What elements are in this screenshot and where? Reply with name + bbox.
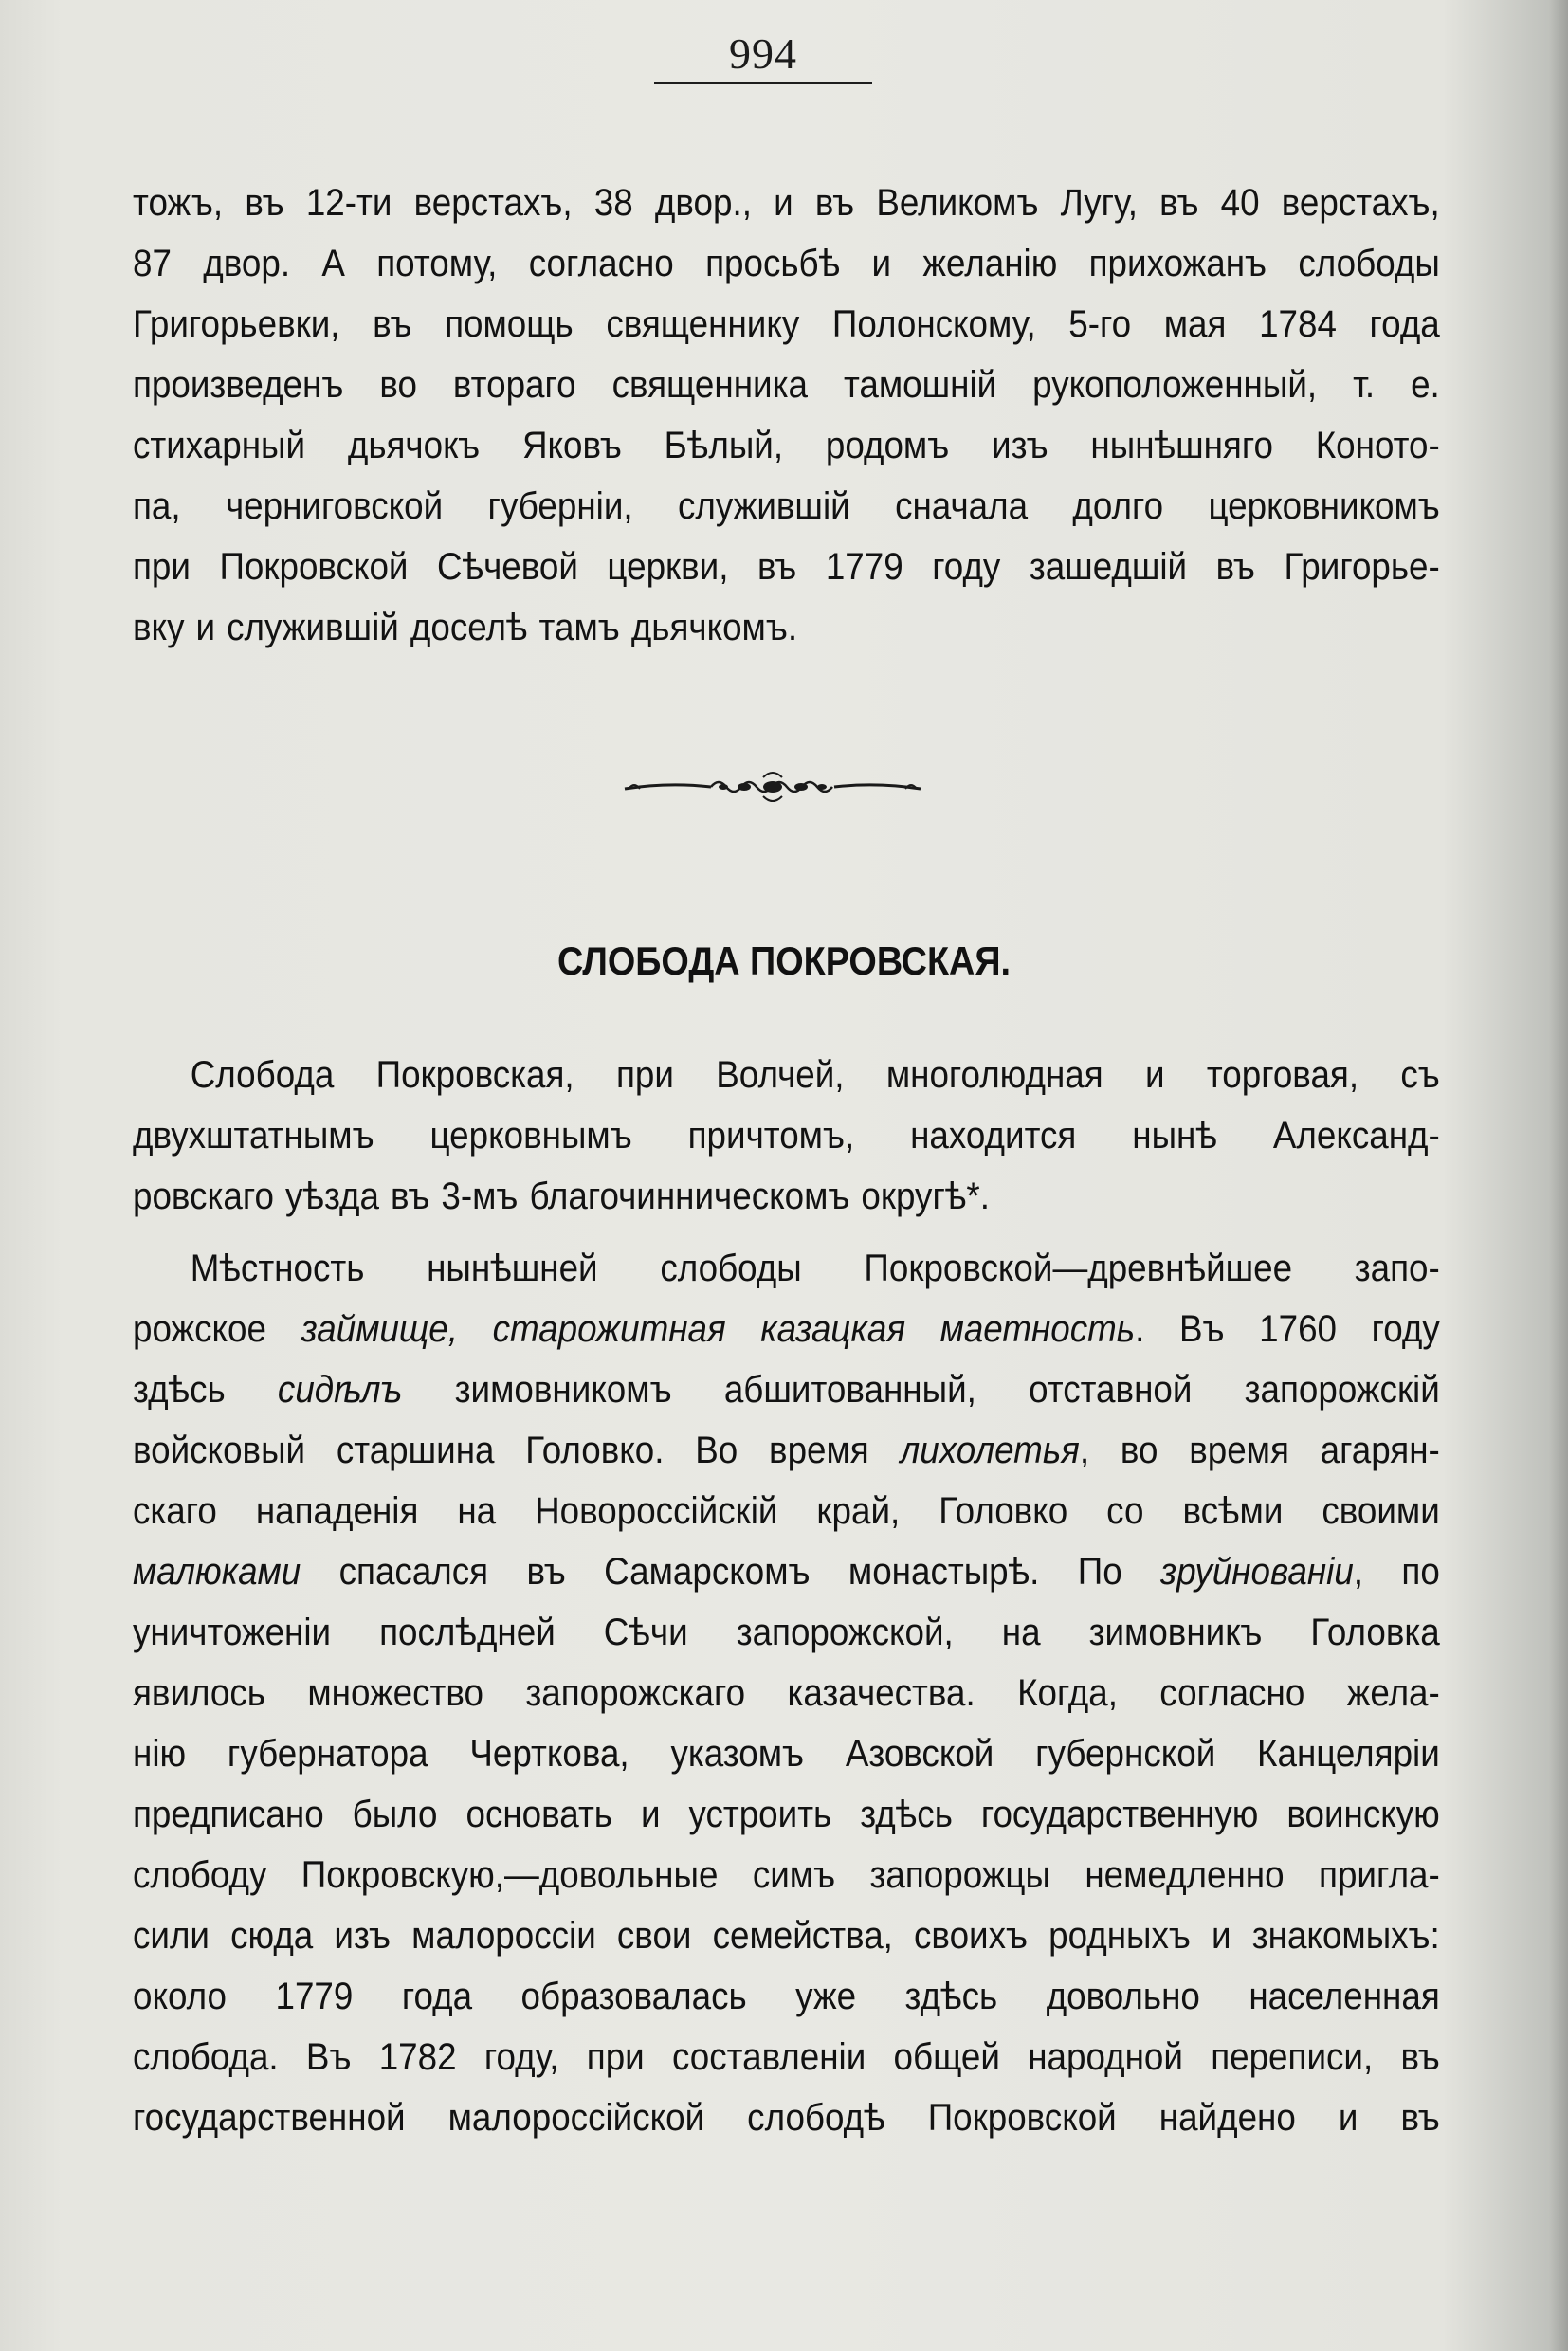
text-line: уничтоженіи послѣдней Сѣчи запорожской, на зимовникъ Головка [133, 1612, 1440, 1653]
text-line: около 1779 года образовалась уже здѣсь довольно населенная [133, 1976, 1440, 2017]
text-line: слобода. Въ 1782 году, при составленіи общей народной переписи, въ [133, 2036, 1440, 2078]
text-line: государственной малороссійской слободѣ Покровской найдено и въ [133, 2097, 1440, 2139]
text-line: Григорьевки, въ помощь священнику Полонскому, 5-го мая 1784 года [133, 303, 1440, 345]
text-line: тожъ, въ 12-ти верстахъ, 38 двор., и въ Великомъ Лугу, въ 40 верстахъ, [133, 182, 1440, 224]
text-run: здѣсь [133, 1369, 278, 1411]
italic-run: лихолетья [900, 1430, 1080, 1471]
text-run: . Въ 1760 году [1135, 1308, 1440, 1350]
text-line: ровскаго уѣзда въ 3-мъ благочинническомъ округѣ*. [133, 1176, 990, 1217]
text-line: сили сюда изъ малороссіи свои семейства, своихъ родныхъ и знакомыхъ: [133, 1915, 1440, 1957]
text-run: , по [1353, 1551, 1440, 1593]
text-line: 87 двор. А потому, согласно просьбѣ и желанію прихожанъ слободы [133, 243, 1440, 284]
text-line [133, 1541, 1440, 1602]
section-title: СЛОБОДА ПОКРОВСКАЯ. [556, 939, 1012, 983]
text-run: , во время агарян- [1079, 1430, 1440, 1471]
text-line: нію губернатора Черткова, указомъ Азовской губернской Канцеляріи [133, 1733, 1440, 1775]
text-line: вку и служившій доселѣ тамъ дьячкомъ. [133, 607, 798, 648]
text-line: па, черниговской губерніи, служившій сначала долго церковникомъ [133, 485, 1440, 527]
ornament-divider-icon [621, 766, 924, 804]
text-line: предписано было основать и устроить здѣсь государственную воинскую [133, 1794, 1440, 1835]
text-run: войсковый старшина Головко. Во время [133, 1430, 901, 1471]
page-edge-shadow [1549, 0, 1568, 2351]
text-line: произведенъ во втораго священника тамошній рукоположенный, т. е. [133, 364, 1440, 406]
page-number: 994 [729, 29, 797, 78]
text-line: при Покровской Сѣчевой церкви, въ 1779 году зашедшій въ Григорье- [133, 546, 1440, 588]
text-line: скаго нападенія на Новороссійскій край, Головко со всѣми своими [133, 1490, 1440, 1532]
text-run: спасался въ Самарскомъ монастырѣ. По [301, 1551, 1161, 1593]
text-line [133, 1420, 1440, 1481]
text-line: двухштатнымъ церковнымъ причтомъ, находится нынѣ Александ- [133, 1115, 1440, 1157]
text-line [133, 1359, 1440, 1420]
italic-run: займище, старожитная казацкая маетность [301, 1308, 1136, 1350]
paragraph-2 [133, 1238, 1441, 2148]
text-line: явилось множество запорожскаго казачества. Когда, согласно жела- [133, 1672, 1440, 1714]
text-line: слободу Покровскую,—довольные симъ запорожцы немедленно пригла- [133, 1854, 1440, 1896]
text-run: зимовникомъ абшитованный, отставной запорожскій [402, 1369, 1440, 1411]
italic-run: зруйнованіи [1160, 1551, 1354, 1593]
text-run: рожское [133, 1308, 301, 1350]
text-line: стихарный дьячокъ Яковъ Бѣлый, родомъ изъ нынѣшняго Коното- [133, 425, 1440, 466]
page-number-rule [654, 82, 872, 84]
top-paragraph [133, 173, 1441, 658]
italic-run: сидѣлъ [277, 1369, 403, 1411]
paragraph-1 [133, 1045, 1441, 1227]
italic-run: малюками [133, 1551, 301, 1593]
text-line: Слобода Покровская, при Волчей, многолюдная и торговая, съ [190, 1054, 1440, 1096]
text-line [133, 1299, 1440, 1359]
text-line: Мѣстность нынѣшней слободы Покровской—древнѣйшее запо- [190, 1248, 1440, 1289]
